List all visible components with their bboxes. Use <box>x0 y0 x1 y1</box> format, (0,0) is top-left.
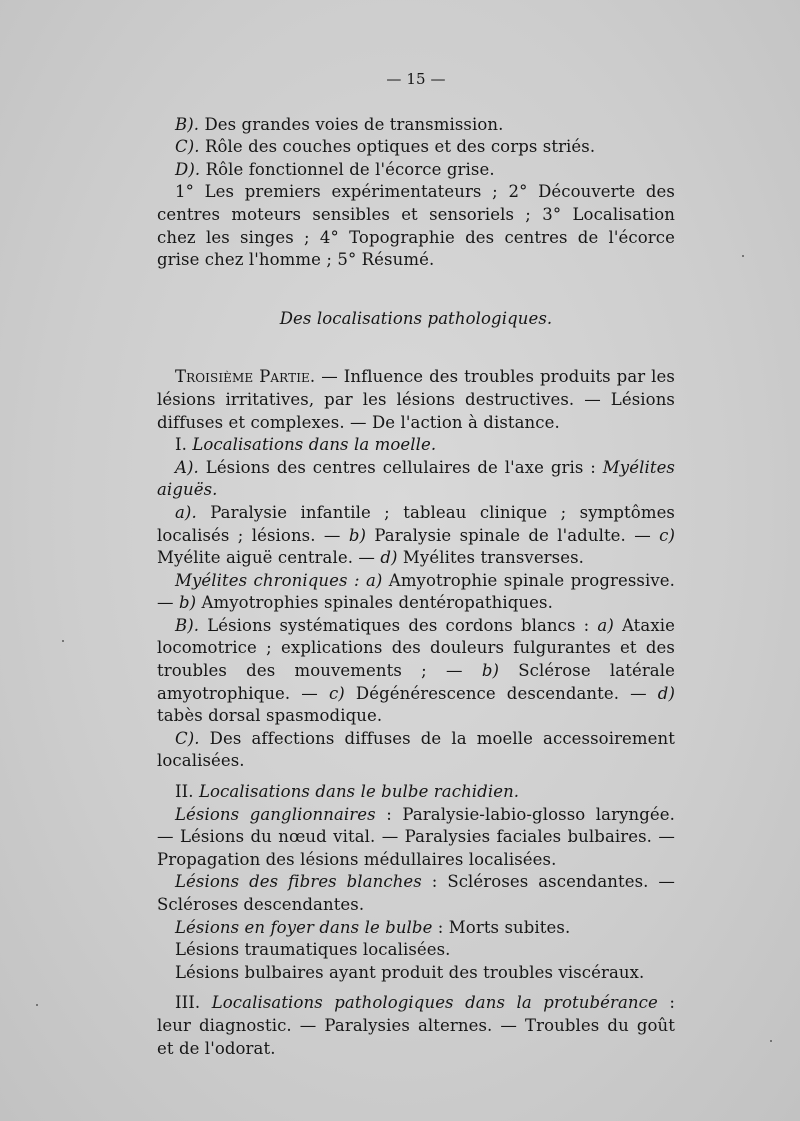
item-text: Myélite aiguë centrale. — <box>157 548 381 568</box>
item-text: Sclérose latérale amyotrophique. — <box>157 661 675 703</box>
part-three-paragraph <box>157 366 675 434</box>
item-italic: Lésions des fibres blanches <box>175 872 422 892</box>
item-text: : leur diagnostic. — Paralysies alternes. — Troubles du goût et de l'odorat. <box>157 993 675 1058</box>
item-text: tabès dorsal spasmodique. <box>157 706 383 726</box>
item-text: Des grandes voies de transmission. <box>199 114 504 134</box>
section-title: Localisations pathologiques dans la protubérance <box>211 993 658 1013</box>
paragraph-chronic <box>157 570 675 615</box>
paragraph-a-sub <box>157 502 675 570</box>
section-one-title <box>157 434 675 457</box>
paragraph-traumatic: Lésions traumatiques localisées. <box>175 940 451 960</box>
item-label: a) <box>597 615 614 635</box>
item-label: c) <box>659 525 675 545</box>
paragraph-c <box>157 728 675 773</box>
item-text: Dégénérescence descendante. — <box>344 683 658 703</box>
item-text: : Scléroses ascendantes. — Scléroses descendantes. <box>157 872 675 914</box>
paper-speck <box>62 640 64 642</box>
item-text: Paralysie spinale de l'adulte. — <box>366 525 660 545</box>
item-italic: Myélites chroniques : a) <box>175 570 383 590</box>
item-label: d) <box>657 683 675 703</box>
item-label: b) <box>348 525 367 545</box>
paragraph-ganglionic <box>157 804 675 872</box>
section-number: II. <box>175 782 199 802</box>
item-label: b) <box>178 593 197 613</box>
section-title: Localisations dans la moelle. <box>192 435 437 455</box>
item-italic: Lésions en foyer dans le bulbe <box>175 917 433 937</box>
item-label: C). <box>175 137 200 157</box>
paper-speck <box>742 255 744 257</box>
item-label: a). <box>175 502 197 522</box>
page-content <box>157 68 675 1060</box>
paragraph-foyer <box>157 917 675 940</box>
item-text: Rôle des couches optiques et des corps striés. <box>199 137 596 157</box>
item-text: Rôle fonctionnel de l'écorce grise. <box>200 159 495 179</box>
item-italic: Myélites aiguës. <box>157 457 675 500</box>
item-label: d) <box>380 548 398 568</box>
paragraph-b <box>157 615 675 728</box>
item-label: C). <box>175 728 200 748</box>
summary-paragraph: 1° Les premiers expérimentateurs ; 2° Découverte des centres moteurs sensibles et sensoriels ; 3° Localisation chez les singes ; 4° Topographie des centres de l'écorce grise chez l'homme ; 5° Résumé. <box>157 182 675 270</box>
toc-line-d <box>157 159 675 182</box>
item-label: D). <box>175 159 201 179</box>
item-text: Lésions systématiques des cordons blancs : <box>199 615 598 635</box>
item-label: B). <box>175 114 200 134</box>
item-text: Des affections diffuses de la moelle accessoirement localisées. <box>157 728 675 771</box>
paragraph-visceral: Lésions bulbaires ayant produit des troubles viscéraux. <box>175 962 645 982</box>
paper-speck <box>770 1040 772 1042</box>
section-number: I. <box>175 435 193 455</box>
item-text: Ataxie locomotrice ; explications des douleurs fulgurantes et des troubles des mouvements ; — <box>157 615 676 681</box>
page-number: — 15 — <box>386 70 446 88</box>
paragraph-white-fibers <box>157 871 675 916</box>
part-text: — Influence des troubles produits par les lésions irritatives, par les lésions destructives. — Lésions diffuses et complexes. — De l'action à distance. <box>157 367 675 432</box>
section-three-paragraph <box>157 992 675 1060</box>
toc-line-b <box>157 114 675 137</box>
item-label: A). <box>175 457 199 477</box>
part-label: Troisième Partie. <box>175 367 316 387</box>
item-text: Paralysie infantile ; tableau clinique ; symptômes localisés ; lésions. — <box>157 502 675 545</box>
section-two-title <box>157 781 675 804</box>
section-title: Localisations dans le bulbe rachidien. <box>198 782 520 802</box>
paper-speck <box>36 1004 38 1006</box>
item-label: B). <box>175 615 200 635</box>
paragraph-a <box>157 457 675 502</box>
toc-line-c <box>157 136 675 159</box>
item-text: Lésions des centres cellulaires de l'axe gris : <box>198 457 603 477</box>
item-text: : Morts subites. <box>432 917 571 937</box>
item-label: b) <box>481 661 500 681</box>
item-label: c) <box>328 683 345 703</box>
item-text: : Paralysie-labio-glosso laryngée. — Lésions du nœud vital. — Paralysies faciales bulbaires. — Propagation des lésions médullaires localisées. <box>157 804 675 869</box>
item-text: Amyotrophies spinales dentéropathiques. <box>196 593 553 613</box>
section-heading: Des localisations pathologiques. <box>279 308 553 328</box>
item-text: Amyotrophie spinale progressive. — <box>157 570 675 613</box>
item-italic: Lésions ganglionnaires <box>175 804 376 824</box>
item-text: Myélites transverses. <box>397 548 585 568</box>
section-number: III. <box>175 993 212 1013</box>
